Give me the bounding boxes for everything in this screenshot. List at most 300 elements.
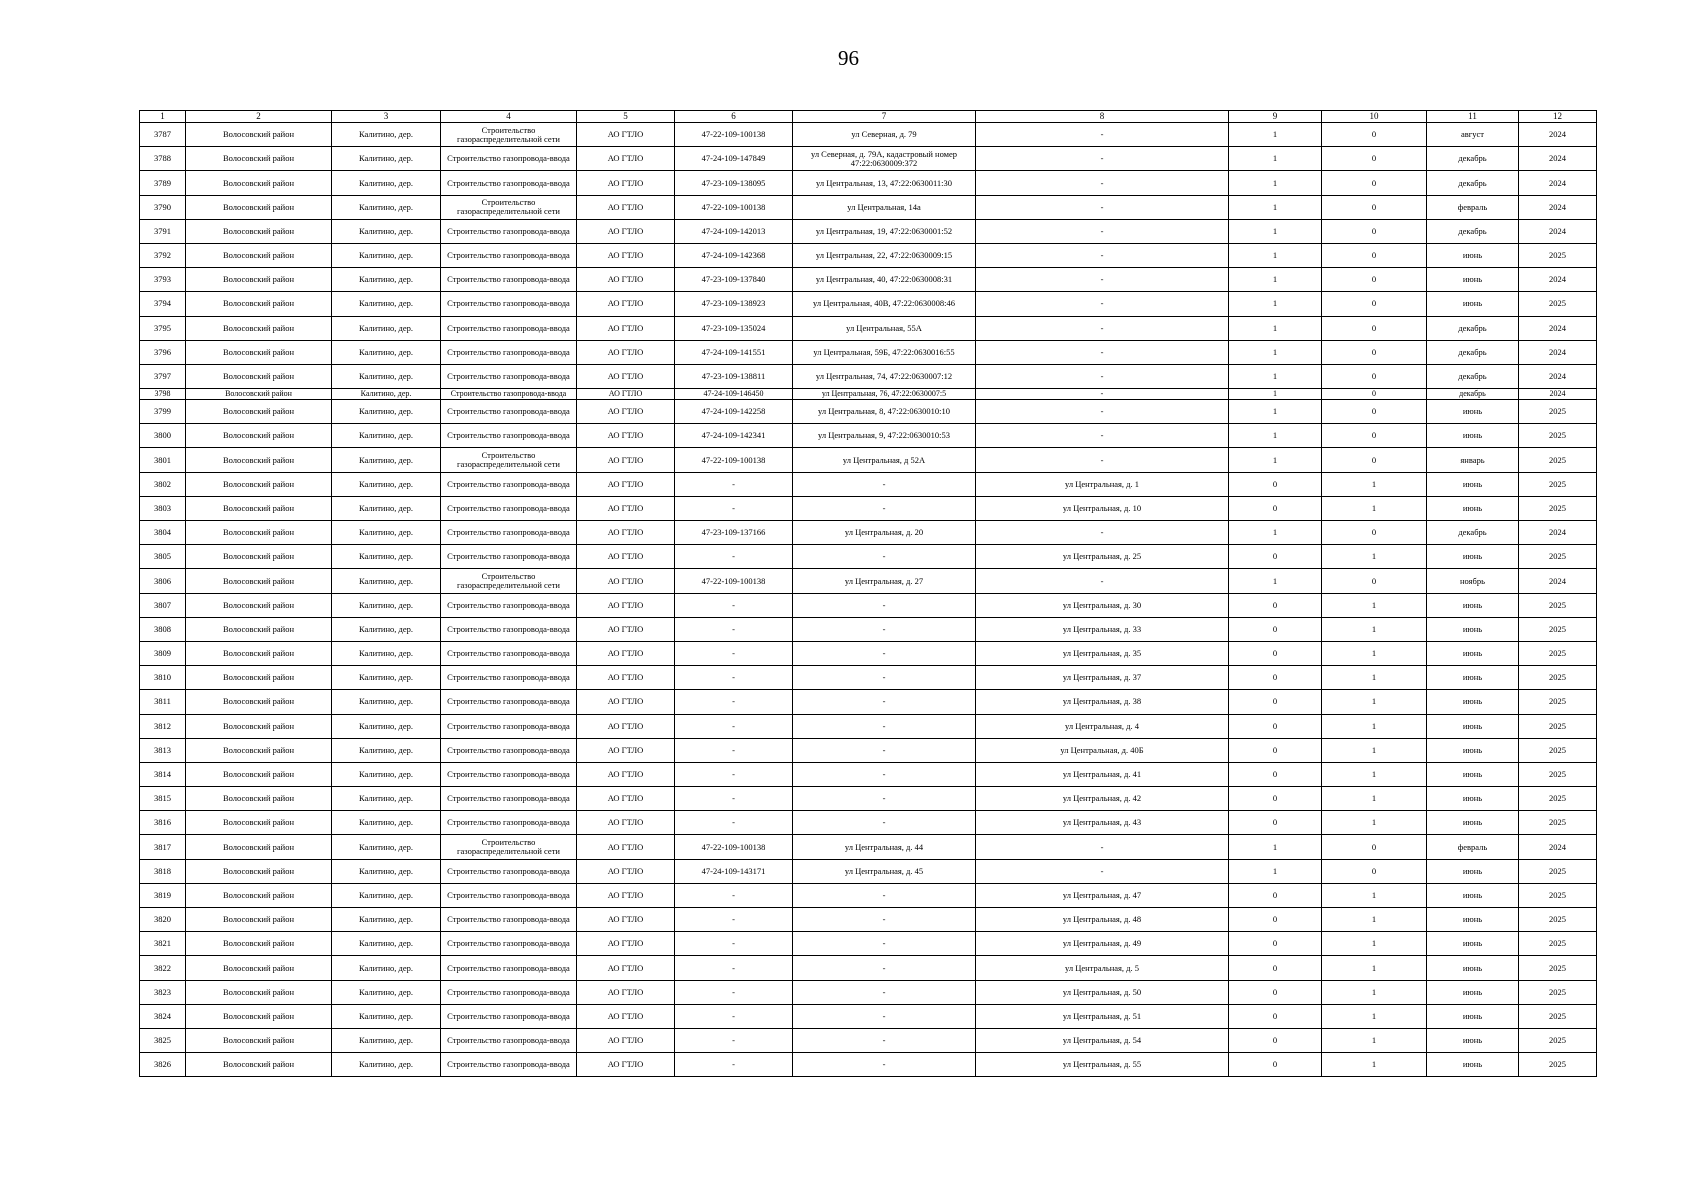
column-header: 8 bbox=[976, 111, 1229, 123]
column-header: 6 bbox=[675, 111, 793, 123]
table-cell: Калитино, дер. bbox=[332, 389, 441, 400]
table-cell: ул Центральная, д. 50 bbox=[976, 980, 1229, 1004]
table-cell: Калитино, дер. bbox=[332, 787, 441, 811]
table-cell: 1 bbox=[1229, 859, 1322, 883]
table-cell: 0 bbox=[1322, 147, 1427, 171]
table-cell: 2025 bbox=[1519, 1028, 1597, 1052]
table-cell: АО ГТЛО bbox=[577, 714, 675, 738]
table-cell: 3793 bbox=[140, 268, 186, 292]
table-cell: июнь bbox=[1427, 811, 1519, 835]
table-cell: Строительство газопровода-ввода bbox=[441, 545, 577, 569]
table-row bbox=[140, 835, 1597, 859]
table-cell: АО ГТЛО bbox=[577, 641, 675, 665]
table-cell: - bbox=[976, 123, 1229, 147]
table-cell: 1 bbox=[1229, 292, 1322, 316]
table-cell: Волосовский район bbox=[186, 545, 332, 569]
table-cell: 47-22-109-100138 bbox=[675, 123, 793, 147]
table-cell: Строительство газопровода-ввода bbox=[441, 243, 577, 267]
table-cell: АО ГТЛО bbox=[577, 195, 675, 219]
table-cell: - bbox=[793, 496, 976, 520]
table-cell: декабрь bbox=[1427, 316, 1519, 340]
table-cell: АО ГТЛО bbox=[577, 569, 675, 593]
table-cell: Волосовский район bbox=[186, 472, 332, 496]
table-cell: 2025 bbox=[1519, 243, 1597, 267]
table-cell: 1 bbox=[1229, 448, 1322, 472]
table-cell: 2025 bbox=[1519, 980, 1597, 1004]
table-cell: Калитино, дер. bbox=[332, 496, 441, 520]
table-cell: Строительство газопровода-ввода bbox=[441, 908, 577, 932]
table-cell: 47-23-109-137840 bbox=[675, 268, 793, 292]
column-header: 1 bbox=[140, 111, 186, 123]
table-row bbox=[140, 389, 1597, 400]
table-cell: 47-22-109-100138 bbox=[675, 448, 793, 472]
table-cell: ул Центральная, 8, 47:22:0630010:10 bbox=[793, 400, 976, 424]
table-cell: Строительство газопровода-ввода bbox=[441, 666, 577, 690]
table-cell: 3813 bbox=[140, 738, 186, 762]
table-cell: Калитино, дер. bbox=[332, 1004, 441, 1028]
table-cell: Строительство газопровода-ввода bbox=[441, 787, 577, 811]
table-cell: 3792 bbox=[140, 243, 186, 267]
column-header: 9 bbox=[1229, 111, 1322, 123]
table-cell: Волосовский район bbox=[186, 268, 332, 292]
table-cell: 1 bbox=[1229, 123, 1322, 147]
column-number-row bbox=[140, 111, 1597, 123]
table-cell: 2025 bbox=[1519, 593, 1597, 617]
table-cell: 1 bbox=[1229, 569, 1322, 593]
table-cell: декабрь bbox=[1427, 340, 1519, 364]
table-row bbox=[140, 340, 1597, 364]
table-cell: 0 bbox=[1229, 617, 1322, 641]
table-cell: - bbox=[675, 496, 793, 520]
table-cell: июнь bbox=[1427, 980, 1519, 1004]
table-cell: 0 bbox=[1229, 1004, 1322, 1028]
table-cell: Строительство газопровода-ввода bbox=[441, 292, 577, 316]
table-cell: 47-24-109-142368 bbox=[675, 243, 793, 267]
table-cell: Строительство газопровода-ввода bbox=[441, 316, 577, 340]
table-cell: Калитино, дер. bbox=[332, 1053, 441, 1077]
table-cell: - bbox=[976, 219, 1229, 243]
table-cell: ул Центральная, 9, 47:22:0630010:53 bbox=[793, 424, 976, 448]
table-cell: - bbox=[976, 195, 1229, 219]
table-cell: Калитино, дер. bbox=[332, 690, 441, 714]
table-row bbox=[140, 364, 1597, 388]
table-cell: Волосовский район bbox=[186, 593, 332, 617]
table-cell: 3814 bbox=[140, 762, 186, 786]
table-cell: Волосовский район bbox=[186, 292, 332, 316]
column-header: 10 bbox=[1322, 111, 1427, 123]
table-cell: 2025 bbox=[1519, 400, 1597, 424]
table-cell: 0 bbox=[1322, 243, 1427, 267]
table-cell: - bbox=[675, 617, 793, 641]
table-cell: АО ГТЛО bbox=[577, 593, 675, 617]
table-cell: 3809 bbox=[140, 641, 186, 665]
table-cell: Волосовский район bbox=[186, 883, 332, 907]
table-cell: июнь bbox=[1427, 593, 1519, 617]
table-cell: ноябрь bbox=[1427, 569, 1519, 593]
table-cell: 0 bbox=[1229, 1028, 1322, 1052]
table-cell: Строительство газораспределительной сети bbox=[441, 195, 577, 219]
table-cell: июнь bbox=[1427, 666, 1519, 690]
table-cell: Строительство газопровода-ввода bbox=[441, 738, 577, 762]
column-header: 5 bbox=[577, 111, 675, 123]
table-cell: АО ГТЛО bbox=[577, 389, 675, 400]
table-cell: 0 bbox=[1229, 956, 1322, 980]
table-cell: 0 bbox=[1322, 424, 1427, 448]
table-cell: 0 bbox=[1322, 859, 1427, 883]
table-cell: ул Центральная, д. 51 bbox=[976, 1004, 1229, 1028]
table-row bbox=[140, 980, 1597, 1004]
table-cell: 1 bbox=[1322, 666, 1427, 690]
table-cell: ул Центральная, 19, 47:22:0630001:52 bbox=[793, 219, 976, 243]
table-cell: АО ГТЛО bbox=[577, 364, 675, 388]
table-cell: Строительство газопровода-ввода bbox=[441, 364, 577, 388]
table-cell: ул Северная, д. 79А, кадастровый номер 47:22:0630009:372 bbox=[793, 147, 976, 171]
table-cell: АО ГТЛО bbox=[577, 340, 675, 364]
table-row bbox=[140, 424, 1597, 448]
column-header: 4 bbox=[441, 111, 577, 123]
table-cell: август bbox=[1427, 123, 1519, 147]
table-cell: 1 bbox=[1322, 496, 1427, 520]
table-cell: ул Центральная, 22, 47:22:0630009:15 bbox=[793, 243, 976, 267]
table-cell: 1 bbox=[1322, 908, 1427, 932]
table-cell: 3817 bbox=[140, 835, 186, 859]
table-cell: 3797 bbox=[140, 364, 186, 388]
table-cell: - bbox=[793, 980, 976, 1004]
table-cell: 1 bbox=[1229, 835, 1322, 859]
table-row bbox=[140, 762, 1597, 786]
table-cell: 47-22-109-100138 bbox=[675, 195, 793, 219]
table-cell: февраль bbox=[1427, 835, 1519, 859]
table-cell: 0 bbox=[1229, 883, 1322, 907]
table-cell: 1 bbox=[1322, 1053, 1427, 1077]
table-cell: АО ГТЛО bbox=[577, 243, 675, 267]
table-cell: 1 bbox=[1322, 1004, 1427, 1028]
table-cell: ул Центральная, д. 33 bbox=[976, 617, 1229, 641]
table-cell: 0 bbox=[1322, 219, 1427, 243]
table-cell: Волосовский район bbox=[186, 171, 332, 195]
column-header: 12 bbox=[1519, 111, 1597, 123]
table-cell: АО ГТЛО bbox=[577, 835, 675, 859]
table-cell: июнь bbox=[1427, 956, 1519, 980]
table-cell: - bbox=[675, 1053, 793, 1077]
table-cell: Волосовский район bbox=[186, 340, 332, 364]
table-cell: 0 bbox=[1322, 340, 1427, 364]
table-cell: февраль bbox=[1427, 195, 1519, 219]
table-cell: 0 bbox=[1322, 268, 1427, 292]
table-cell: ул Центральная, д. 37 bbox=[976, 666, 1229, 690]
table-cell: - bbox=[976, 859, 1229, 883]
table-cell: Волосовский район bbox=[186, 496, 332, 520]
table-cell: АО ГТЛО bbox=[577, 400, 675, 424]
table-cell: 3787 bbox=[140, 123, 186, 147]
table-cell: 1 bbox=[1322, 932, 1427, 956]
table-cell: июнь bbox=[1427, 859, 1519, 883]
table-cell: 2025 bbox=[1519, 908, 1597, 932]
table-row bbox=[140, 1004, 1597, 1028]
table-cell: 1 bbox=[1322, 690, 1427, 714]
table-cell: 2024 bbox=[1519, 364, 1597, 388]
table-cell: 1 bbox=[1229, 268, 1322, 292]
table-cell: июнь bbox=[1427, 424, 1519, 448]
table-cell: - bbox=[976, 316, 1229, 340]
table-cell: АО ГТЛО bbox=[577, 448, 675, 472]
table-cell: Волосовский район bbox=[186, 762, 332, 786]
table-cell: 2024 bbox=[1519, 268, 1597, 292]
table-cell: 2025 bbox=[1519, 545, 1597, 569]
table-cell: ул Центральная, д. 10 bbox=[976, 496, 1229, 520]
table-cell: Строительство газопровода-ввода bbox=[441, 932, 577, 956]
table-cell: АО ГТЛО bbox=[577, 521, 675, 545]
table-cell: 3810 bbox=[140, 666, 186, 690]
table-cell: Калитино, дер. bbox=[332, 738, 441, 762]
table-cell: 0 bbox=[1229, 980, 1322, 1004]
table-cell: июнь bbox=[1427, 496, 1519, 520]
table-cell: 47-22-109-100138 bbox=[675, 835, 793, 859]
table-row bbox=[140, 545, 1597, 569]
table-cell: Калитино, дер. bbox=[332, 424, 441, 448]
table-cell: - bbox=[675, 908, 793, 932]
table-cell: 0 bbox=[1322, 569, 1427, 593]
table-cell: - bbox=[976, 448, 1229, 472]
table-cell: 1 bbox=[1322, 980, 1427, 1004]
table-cell: - bbox=[675, 641, 793, 665]
table-cell: Калитино, дер. bbox=[332, 472, 441, 496]
table-cell: Строительство газопровода-ввода bbox=[441, 762, 577, 786]
table-cell: 47-24-109-142013 bbox=[675, 219, 793, 243]
table-cell: Волосовский район bbox=[186, 400, 332, 424]
table-cell: июнь bbox=[1427, 243, 1519, 267]
table-cell: Строительство газопровода-ввода bbox=[441, 641, 577, 665]
table-cell: - bbox=[976, 292, 1229, 316]
table-cell: ул Центральная, 40В, 47:22:0630008:46 bbox=[793, 292, 976, 316]
table-cell: 2025 bbox=[1519, 714, 1597, 738]
table-cell: АО ГТЛО bbox=[577, 171, 675, 195]
table-cell: Калитино, дер. bbox=[332, 521, 441, 545]
table-cell: - bbox=[675, 980, 793, 1004]
table-cell: - bbox=[793, 714, 976, 738]
table-cell: Строительство газопровода-ввода bbox=[441, 219, 577, 243]
table-cell: июнь bbox=[1427, 617, 1519, 641]
table-cell: 3804 bbox=[140, 521, 186, 545]
table-cell: 1 bbox=[1322, 545, 1427, 569]
table-row bbox=[140, 956, 1597, 980]
table-cell: 2024 bbox=[1519, 521, 1597, 545]
table-row bbox=[140, 666, 1597, 690]
table-cell: - bbox=[976, 569, 1229, 593]
table-cell: ул Центральная, 59Б, 47:22:0630016:55 bbox=[793, 340, 976, 364]
table-cell: АО ГТЛО bbox=[577, 738, 675, 762]
table-cell: 3803 bbox=[140, 496, 186, 520]
table-row bbox=[140, 472, 1597, 496]
table-cell: - bbox=[793, 1028, 976, 1052]
table-cell: ул Центральная, д. 43 bbox=[976, 811, 1229, 835]
table-cell: 3789 bbox=[140, 171, 186, 195]
table-cell: АО ГТЛО bbox=[577, 424, 675, 448]
table-cell: 3795 bbox=[140, 316, 186, 340]
table-cell: Волосовский район bbox=[186, 859, 332, 883]
table-cell: Строительство газопровода-ввода bbox=[441, 1004, 577, 1028]
table-cell: 3815 bbox=[140, 787, 186, 811]
table-cell: 2024 bbox=[1519, 569, 1597, 593]
table-cell: АО ГТЛО bbox=[577, 147, 675, 171]
table-cell: АО ГТЛО bbox=[577, 956, 675, 980]
table-cell: ул Центральная, д. 41 bbox=[976, 762, 1229, 786]
table-cell: - bbox=[793, 690, 976, 714]
table-cell: июнь bbox=[1427, 1028, 1519, 1052]
table-cell: 2024 bbox=[1519, 219, 1597, 243]
table-cell: - bbox=[793, 787, 976, 811]
table-row bbox=[140, 496, 1597, 520]
table-cell: 2025 bbox=[1519, 932, 1597, 956]
table-cell: декабрь bbox=[1427, 171, 1519, 195]
table-cell: АО ГТЛО bbox=[577, 908, 675, 932]
table-cell: ул Центральная, 13, 47:22:0630011:30 bbox=[793, 171, 976, 195]
table-row bbox=[140, 448, 1597, 472]
table-cell: 2025 bbox=[1519, 617, 1597, 641]
table-cell: Строительство газопровода-ввода bbox=[441, 340, 577, 364]
table-cell: 0 bbox=[1229, 714, 1322, 738]
table-cell: Строительство газопровода-ввода bbox=[441, 811, 577, 835]
table-cell: - bbox=[793, 932, 976, 956]
table-cell: Волосовский район bbox=[186, 811, 332, 835]
table-cell: АО ГТЛО bbox=[577, 1004, 675, 1028]
table-cell: - bbox=[675, 690, 793, 714]
table-row bbox=[140, 641, 1597, 665]
table-cell: 1 bbox=[1322, 811, 1427, 835]
table-row bbox=[140, 219, 1597, 243]
table-cell: Волосовский район bbox=[186, 1053, 332, 1077]
table-cell: 0 bbox=[1322, 448, 1427, 472]
table-cell: 3801 bbox=[140, 448, 186, 472]
table-cell: 1 bbox=[1322, 738, 1427, 762]
table-cell: Волосовский район bbox=[186, 195, 332, 219]
table-cell: Строительство газопровода-ввода bbox=[441, 617, 577, 641]
table-cell: 0 bbox=[1229, 738, 1322, 762]
table-cell: Волосовский район bbox=[186, 956, 332, 980]
table-cell: Волосовский район bbox=[186, 835, 332, 859]
table-cell: Волосовский район bbox=[186, 666, 332, 690]
table-cell: ул Центральная, д. 55 bbox=[976, 1053, 1229, 1077]
table-cell: июнь bbox=[1427, 714, 1519, 738]
table-row bbox=[140, 171, 1597, 195]
table-cell: 2025 bbox=[1519, 859, 1597, 883]
table-cell: ул Центральная, д 52А bbox=[793, 448, 976, 472]
table-cell: 1 bbox=[1229, 400, 1322, 424]
table-cell: 0 bbox=[1322, 364, 1427, 388]
table-cell: 47-24-109-147849 bbox=[675, 147, 793, 171]
table-cell: 3796 bbox=[140, 340, 186, 364]
table-cell: 1 bbox=[1229, 521, 1322, 545]
table-cell: АО ГТЛО bbox=[577, 219, 675, 243]
table-cell: 0 bbox=[1229, 908, 1322, 932]
table-cell: ул Центральная, д. 20 bbox=[793, 521, 976, 545]
table-cell: АО ГТЛО bbox=[577, 690, 675, 714]
table-cell: 2024 bbox=[1519, 835, 1597, 859]
table-cell: 2024 bbox=[1519, 123, 1597, 147]
table-cell: - bbox=[793, 956, 976, 980]
table-cell: 0 bbox=[1322, 400, 1427, 424]
table-cell: 2025 bbox=[1519, 956, 1597, 980]
table-cell: - bbox=[976, 268, 1229, 292]
table-cell: Строительство газопровода-ввода bbox=[441, 268, 577, 292]
table-row bbox=[140, 521, 1597, 545]
table-cell: 2025 bbox=[1519, 292, 1597, 316]
table-row bbox=[140, 859, 1597, 883]
table-cell: Волосовский район bbox=[186, 641, 332, 665]
table-cell: Калитино, дер. bbox=[332, 835, 441, 859]
table-cell: 0 bbox=[1229, 593, 1322, 617]
table-cell: декабрь bbox=[1427, 521, 1519, 545]
table-cell: АО ГТЛО bbox=[577, 472, 675, 496]
table-cell: Строительство газопровода-ввода bbox=[441, 714, 577, 738]
table-cell: 2025 bbox=[1519, 1004, 1597, 1028]
table-cell: Волосовский район bbox=[186, 980, 332, 1004]
table-cell: ул Центральная, 55А bbox=[793, 316, 976, 340]
table-cell: ул Центральная, д. 25 bbox=[976, 545, 1229, 569]
table-cell: Калитино, дер. bbox=[332, 617, 441, 641]
table-cell: июнь bbox=[1427, 690, 1519, 714]
table-cell: ул Центральная, 14а bbox=[793, 195, 976, 219]
table-cell: 1 bbox=[1322, 641, 1427, 665]
table-cell: Волосовский район bbox=[186, 908, 332, 932]
table-cell: 0 bbox=[1229, 666, 1322, 690]
table-cell: Калитино, дер. bbox=[332, 195, 441, 219]
table-cell: Калитино, дер. bbox=[332, 219, 441, 243]
table-cell: - bbox=[793, 617, 976, 641]
table-cell: 1 bbox=[1322, 883, 1427, 907]
table-cell: 2025 bbox=[1519, 738, 1597, 762]
table-cell: Волосовский район bbox=[186, 521, 332, 545]
table-cell: июнь bbox=[1427, 908, 1519, 932]
table-cell: 3826 bbox=[140, 1053, 186, 1077]
table-cell: 0 bbox=[1229, 641, 1322, 665]
table-cell: Калитино, дер. bbox=[332, 714, 441, 738]
table-cell: 1 bbox=[1229, 316, 1322, 340]
table-cell: Калитино, дер. bbox=[332, 448, 441, 472]
table-cell: Волосовский район bbox=[186, 219, 332, 243]
table-row bbox=[140, 593, 1597, 617]
table-cell: 3800 bbox=[140, 424, 186, 448]
table-cell: 3820 bbox=[140, 908, 186, 932]
table-cell: декабрь bbox=[1427, 364, 1519, 388]
table-cell: Строительство газопровода-ввода bbox=[441, 496, 577, 520]
table-cell: - bbox=[793, 641, 976, 665]
table-cell: 1 bbox=[1229, 364, 1322, 388]
table-cell: ул Центральная, д. 38 bbox=[976, 690, 1229, 714]
table-row bbox=[140, 787, 1597, 811]
table-cell: 3788 bbox=[140, 147, 186, 171]
table-cell: Волосовский район bbox=[186, 243, 332, 267]
table-cell: 2025 bbox=[1519, 762, 1597, 786]
table-row bbox=[140, 883, 1597, 907]
table-cell: - bbox=[793, 738, 976, 762]
table-cell: 47-24-109-142258 bbox=[675, 400, 793, 424]
table-cell: 3812 bbox=[140, 714, 186, 738]
table-cell: Строительство газопровода-ввода bbox=[441, 980, 577, 1004]
table-cell: Калитино, дер. bbox=[332, 364, 441, 388]
table-cell: - bbox=[793, 908, 976, 932]
table-cell: Калитино, дер. bbox=[332, 400, 441, 424]
table-cell: ул Центральная, д. 40Б bbox=[976, 738, 1229, 762]
table-cell: декабрь bbox=[1427, 389, 1519, 400]
table-cell: ул Северная, д. 79 bbox=[793, 123, 976, 147]
table-cell: АО ГТЛО bbox=[577, 123, 675, 147]
table-cell: - bbox=[793, 883, 976, 907]
table-cell: Волосовский район bbox=[186, 364, 332, 388]
table-cell: - bbox=[793, 1053, 976, 1077]
table-cell: ул Центральная, д. 54 bbox=[976, 1028, 1229, 1052]
table-cell: 0 bbox=[1229, 1053, 1322, 1077]
